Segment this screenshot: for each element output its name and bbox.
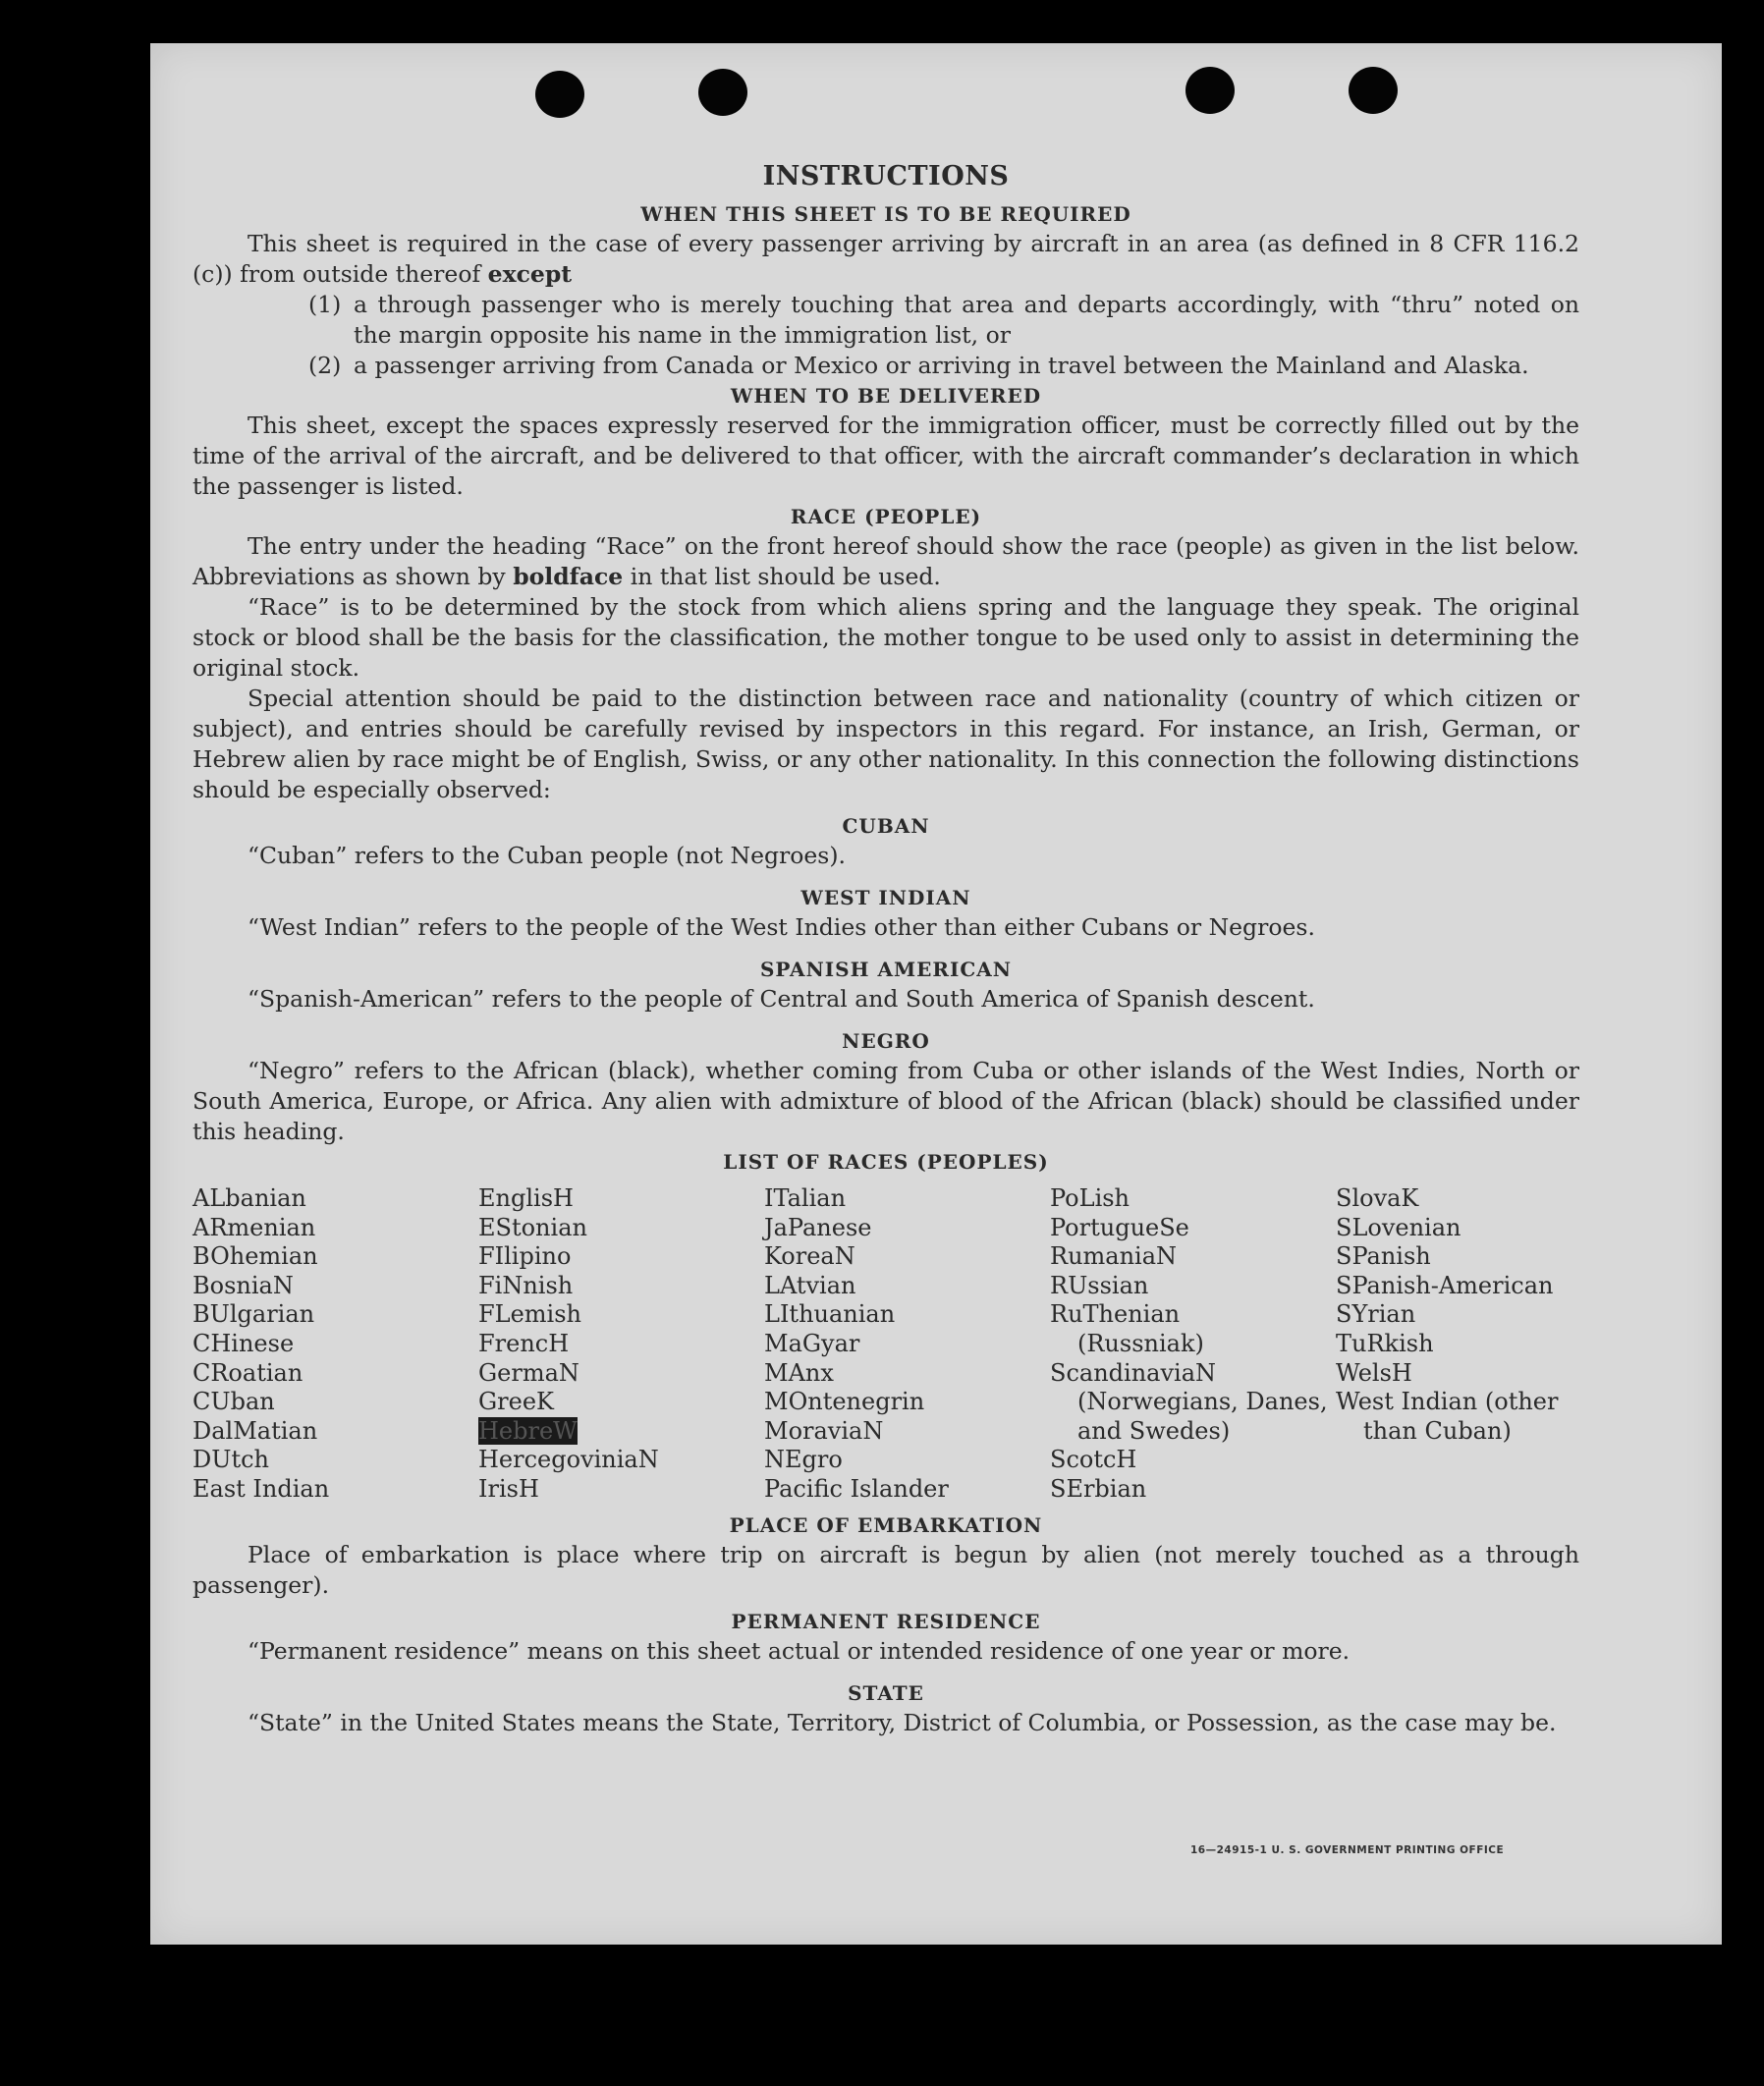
race-item: MaGyar [764,1329,860,1357]
printing-office-imprint: 16—24915-1 U. S. GOVERNMENT PRINTING OFFICE [1190,1844,1505,1856]
required-item-1 [193,290,1579,351]
race-paragraph-1 [193,531,1579,592]
heading-when-required: WHEN THIS SHEET IS TO BE REQUIRED [640,202,1131,226]
heading-place-of-embarkation: PLACE OF EMBARKATION [729,1512,1043,1537]
race-item: GermaN [478,1358,579,1387]
race-paragraph-2: “Race” is to be determined by the stock from which aliens spring and the language they speak. The original stock or blood shall be the basis for the classification, the mother tongue to be used only to assist in determining the original stock. [193,593,1579,682]
race-item: KoreaN [764,1242,855,1271]
race-item: ITalian [764,1184,847,1212]
race-item: WelsH [1336,1358,1412,1387]
races-column-1 [193,1184,478,1505]
race-item: FiNnish [478,1271,574,1299]
embarkation-text: Place of embarkation is place where trip on aircraft is begun by alien (not merely touched as a through passenger). [193,1540,1579,1599]
race-item: RUssian [1050,1271,1149,1299]
punch-hole-2 [698,69,747,116]
race-item: SPanish [1336,1242,1431,1271]
race-item: East Indian [193,1474,330,1503]
spanish-american-text: “Spanish-American” refers to the people of Central and South America of Spanish descent. [248,985,1315,1013]
races-column-3 [764,1184,1050,1505]
race-item: JaPanese [764,1213,872,1241]
race-item: BosniaN [193,1271,294,1299]
race-item: RuThenian (Russniak) [1050,1300,1204,1357]
race-item: EStonian [478,1213,587,1241]
race-item: BUlgarian [193,1300,315,1329]
race-item: DalMatian [193,1416,318,1445]
heading-permanent-residence: PERMANENT RESIDENCE [731,1609,1041,1633]
race-item: LAtvian [764,1271,856,1299]
race-item: IrisH [478,1474,539,1503]
race-item: PortugueSe [1050,1213,1189,1241]
item-text: a passenger arriving from Canada or Mexico or arriving in travel between the Mainland and Alaska. [354,352,1529,379]
west-indian-text: “West Indian” refers to the people of the West Indies other than either Cubans or Negroes. [248,913,1315,941]
punch-hole-3 [1185,67,1235,114]
heading-negro: NEGRO [842,1029,930,1053]
heading-state: STATE [848,1680,924,1705]
heading-cuban: CUBAN [842,814,930,838]
race-item: DUtch [193,1446,270,1474]
heading-list-of-races: LIST OF RACES (PEOPLES) [723,1150,1049,1174]
item-number: (2) [308,352,342,379]
race-item: SlovaK [1336,1184,1419,1212]
race-p1-a: The entry under the heading “Race” on the front hereof should show the race (people) as given in the list below. Abbreviations as shown by [193,532,1579,590]
race-item: RumaniaN [1050,1242,1178,1271]
race-item: PoLish [1050,1184,1130,1212]
race-item: CHinese [193,1329,295,1357]
race-item: MAnx [764,1358,834,1387]
race-item: MOntenegrin [764,1388,925,1416]
race-item: ALbanian [193,1184,306,1212]
required-intro [193,229,1579,290]
race-item: FrencH [478,1329,570,1357]
required-intro-except: except [487,260,573,288]
required-item-2 [193,351,1579,381]
race-item: LIthuanian [764,1300,896,1329]
race-item: CUban [193,1388,275,1416]
item-number: (1) [308,291,342,318]
race-item: SLovenian [1336,1213,1461,1241]
race-item: ScotcH [1050,1446,1137,1474]
residence-text: “Permanent residence” means on this sheet actual or intended residence of one year or more. [248,1636,1351,1665]
race-item: TuRkish [1336,1329,1434,1357]
heading-when-delivered: WHEN TO BE DELIVERED [730,384,1042,408]
delivered-text: This sheet, except the spaces expressly reserved for the immigration officer, must be correctly filled out by the time of the arrival of the aircraft, and be delivered to that officer, with the aircraft commander’s declaration in which the passenger is listed. [193,412,1579,500]
state-text: “State” in the United States means the State, Territory, District of Columbia, or Possession, as the case may be. [248,1708,1557,1736]
punch-hole-4 [1349,67,1398,114]
race-item: Pacific Islander [764,1474,949,1503]
races-column-5 [1336,1184,1579,1505]
instructions-content [193,161,1579,1738]
race-item: MoraviaN [764,1416,884,1445]
races-column-2 [478,1184,764,1505]
race-item: ARmenian [193,1213,316,1241]
required-intro-text: This sheet is required in the case of every passenger arriving by aircraft in an area (as defined in 8 CFR 116.2 (c)) from outside thereof [193,230,1579,288]
race-item: SPanish-American [1336,1271,1554,1299]
punch-hole-1 [535,71,584,118]
race-item: GreeK [478,1388,554,1416]
item-text: a through passenger who is merely touching that area and departs accordingly, with “thru” noted on the margin opposite his name in the immigration list, or [354,291,1579,349]
race-item: NEgro [764,1446,843,1474]
race-p1-bold: boldface [513,563,624,590]
race-item: SYrian [1336,1300,1416,1329]
race-item: SErbian [1050,1474,1147,1503]
struck-out-text: HebreW [478,1416,578,1445]
heading-race: RACE (PEOPLE) [790,505,982,528]
race-item: CRoatian [193,1358,303,1387]
races-list [193,1184,1579,1505]
document-sheet [150,43,1722,1945]
race-item: BOhemian [193,1242,318,1271]
race-item: ScandinaviaN (Norwegians, Danes, and Swedes) [1050,1358,1328,1445]
race-item: EnglisH [478,1184,574,1212]
race-item-struck-out [478,1417,764,1447]
negro-text: “Negro” refers to the African (black), whether coming from Cuba or other islands of the West Indies, North or South America, Europe, or Africa. Any alien with admixture of blood of the African (black) should be classified under this heading. [193,1057,1579,1145]
page-title: INSTRUCTIONS [762,161,1010,192]
cuban-text: “Cuban” refers to the Cuban people (not Negroes). [248,842,847,869]
race-paragraph-3: Special attention should be paid to the distinction between race and nationality (country of which citizen or subject), and entries should be carefully revised by inspectors in this regard. For instance, an Irish, German, or Hebrew alien by race might be of English, Swiss, or any other nationality. In this connection the following distinctions should be especially observed: [193,685,1579,803]
race-p1-b: in that list should be used. [630,563,941,590]
heading-spanish-american: SPANISH AMERICAN [759,958,1013,981]
race-item: HercegoviniaN [478,1446,659,1474]
race-item: West Indian (other than Cuban) [1336,1388,1559,1445]
race-item: FIlipino [478,1242,572,1271]
race-item: FLemish [478,1300,581,1329]
races-column-4 [1050,1184,1336,1505]
heading-west-indian: WEST INDIAN [800,886,971,909]
